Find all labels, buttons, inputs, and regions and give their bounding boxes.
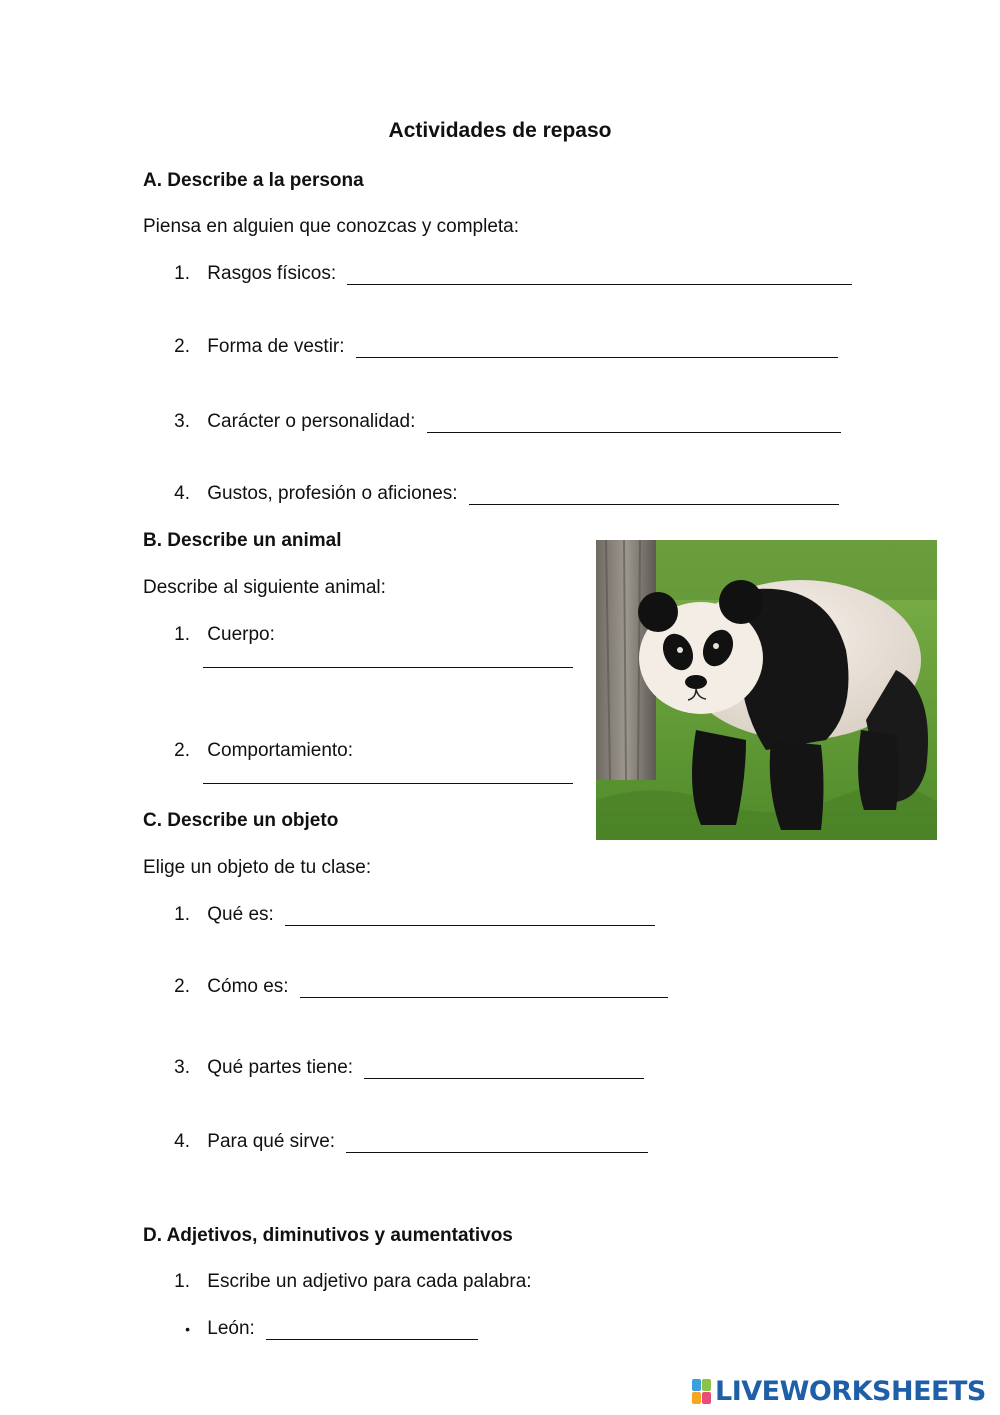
answer-line[interactable] bbox=[285, 905, 655, 926]
item-label: Para qué sirve: bbox=[207, 1131, 336, 1152]
list-item bbox=[166, 483, 839, 505]
answer-line[interactable] bbox=[364, 1058, 644, 1079]
answer-line[interactable] bbox=[300, 977, 668, 998]
item-number: 2. bbox=[174, 740, 190, 761]
list-item bbox=[166, 904, 655, 926]
answer-line[interactable] bbox=[203, 667, 573, 668]
section-b-intro: Describe al siguiente animal: bbox=[143, 577, 386, 598]
list-item bbox=[166, 976, 668, 998]
section-c-heading: C. Describe un objeto bbox=[143, 810, 339, 831]
list-item bbox=[166, 1131, 648, 1153]
page-title: Actividades de repaso bbox=[388, 119, 612, 142]
item-number: 1. bbox=[174, 624, 190, 645]
item-number: 2. bbox=[174, 976, 190, 997]
item-label: Qué partes tiene: bbox=[207, 1057, 354, 1078]
item-label: Gustos, profesión o aficiones: bbox=[207, 483, 458, 504]
list-item bbox=[166, 336, 838, 358]
item-label: León: bbox=[207, 1318, 255, 1339]
item-number: 4. bbox=[174, 1131, 190, 1152]
section-d-heading: D. Adjetivos, diminutivos y aumentativos bbox=[143, 1225, 513, 1246]
brand-name: LIVEWORKSHEETS bbox=[715, 1375, 986, 1407]
answer-line[interactable] bbox=[347, 264, 852, 285]
answer-line[interactable] bbox=[469, 484, 839, 505]
item-label: Cuerpo: bbox=[207, 624, 275, 645]
item-label: Rasgos físicos: bbox=[207, 263, 337, 284]
item-label: Cómo es: bbox=[207, 976, 289, 997]
section-c-intro: Elige un objeto de tu clase: bbox=[143, 857, 372, 878]
bullet-icon: • bbox=[185, 1321, 190, 1337]
item-label: Forma de vestir: bbox=[207, 336, 345, 357]
section-a-heading: A. Describe a la persona bbox=[143, 170, 364, 191]
section-b-heading: B. Describe un animal bbox=[143, 530, 342, 551]
item-label: Comportamiento: bbox=[207, 740, 354, 761]
answer-line[interactable] bbox=[427, 412, 841, 433]
list-item bbox=[166, 624, 275, 646]
item-label: Carácter o personalidad: bbox=[207, 411, 416, 432]
item-number: 3. bbox=[174, 1057, 190, 1078]
list-item bbox=[166, 263, 852, 285]
list-item bbox=[166, 740, 353, 762]
item-number: 3. bbox=[174, 411, 190, 432]
answer-line[interactable] bbox=[203, 783, 573, 784]
list-item bbox=[166, 1271, 532, 1293]
panda-photo bbox=[596, 540, 937, 840]
item-number: 1. bbox=[174, 904, 190, 925]
item-number: 1. bbox=[174, 263, 190, 284]
answer-line[interactable] bbox=[266, 1319, 478, 1340]
item-label: Escribe un adjetivo para cada palabra: bbox=[207, 1271, 532, 1292]
section-a-intro: Piensa en alguien que conozcas y completa: bbox=[143, 216, 520, 237]
item-number: 1. bbox=[174, 1271, 190, 1292]
list-item bbox=[166, 1057, 644, 1079]
item-label: Qué es: bbox=[207, 904, 274, 925]
list-item bbox=[166, 411, 841, 433]
item-number: 2. bbox=[174, 336, 190, 357]
logo-icon bbox=[692, 1378, 712, 1404]
answer-line[interactable] bbox=[356, 337, 838, 358]
answer-line[interactable] bbox=[346, 1132, 648, 1153]
item-number: 4. bbox=[174, 483, 190, 504]
liveworksheets-logo[interactable] bbox=[692, 1376, 986, 1406]
bullet-item bbox=[166, 1318, 478, 1340]
